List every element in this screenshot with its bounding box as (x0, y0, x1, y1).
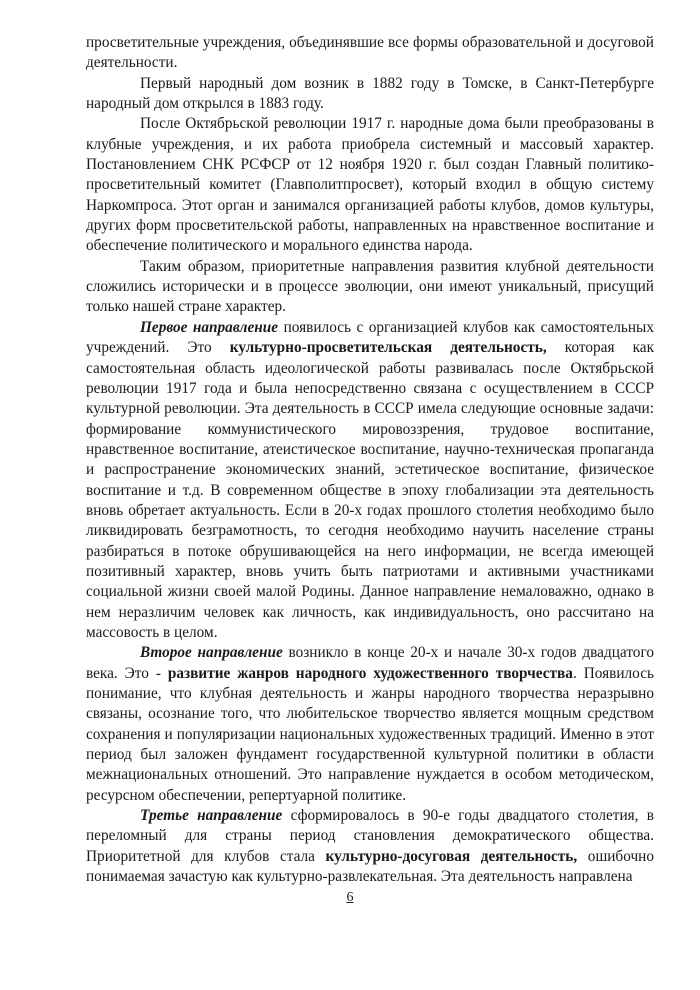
paragraph-2-text: Первый народный дом возник в 1882 году в Томске, в Санкт-Петербурге народный дом открылся в 1883 году. (86, 74, 654, 113)
paragraph-7-text-b: ошибочно понимаемая зачастую как культурно-развлекательная. Эта деятельность направлена (86, 847, 654, 886)
paragraph-6-text-b: . Появилось понимание, что клубная деятельность и жанры народного творчества неразрывно связаны, осознание того, что любительское творчество является мощным средством сохранения и популяризации национальных художественных традиций. Именно в этот период был заложен фундамент государственной культурной политики в области межнациональных отношений. Это направление нуждается в особом методическом, ресурсном обеспечении, репертуарной политике. (86, 664, 654, 804)
paragraph-1 (86, 33, 654, 74)
paragraph-7-text-a: сформировалось в 90-е годы двадцатого столетия, в переломный для страны период становления демократического общества. Приоритетной для клубов стала (86, 807, 654, 865)
cultural-educational-term: культурно-просветительская деятельность, (229, 339, 547, 357)
paragraph-6 (86, 643, 654, 806)
folk-art-term: развитие жанров народного художественного творчества (167, 664, 573, 682)
paragraph-6-text-a: возникло в конце 20-х и начале 30-х годов двадцатого века. Это - (86, 644, 654, 682)
paragraph-5-text-b: которая как самостоятельная область идеологической работы развивалась после Октябрьской революции 1917 года и была непосредственно связана с осуществлением в СССР культурной революции. Эта деятельность в СССР имела следующие основные задачи: формирование коммунистического мировоззрения, трудовое воспитание, нравственное воспитание, атеистическое воспитание, научно-техническая пропаганда и распространение экономических знаний, эстетическое воспитание, физическое воспитание и т.д. В современном обществе в эпоху глобализации эта деятельность вновь обретает актуальность. Если в 20-х годах прошлого столетия необходимо было ликвидировать безграмотность, то сегодня необходимо научить население страны разбираться в потоке обрушивающейся на него информации, не всегда имеющей позитивный характер, вновь учить быть патриотами и активными участниками социальной жизни своей малой Родины. Данное направление немаловажно, однако в нем неразличим человек как личность, как индивидуальность, оно рассчитано на массовость в целом. (86, 339, 655, 641)
paragraph-3 (86, 114, 654, 256)
paragraph-3-text: После Октябрьской революции 1917 г. народные дома были преобразованы в клубные учреждения, и их работа приобрела системный и массовый характер. Постановлением СНК РСФСР от 12 ноября 1920 г. был создан Главный политико-просветительный комитет (Главполитпросвет), который входил в общую систему Наркомпроса. Этот орган и занимался организацией работы клубов, домов культуры, других форм просветительской работы, направленных на нравственное воспитание и обеспечение политического и морального единства народа. (86, 115, 654, 255)
second-direction-heading: Второе направление (140, 644, 283, 662)
paragraph-5 (86, 318, 654, 644)
document-body (86, 33, 654, 887)
paragraph-2 (86, 74, 654, 115)
page-number (0, 890, 700, 906)
paragraph-4 (86, 257, 654, 318)
third-direction-heading: Третье направление (140, 807, 283, 825)
paragraph-5-text-a: появилось с организацией клубов как самостоятельных учреждений. Это (86, 318, 654, 357)
cultural-leisure-term: культурно-досуговая деятельность, (325, 847, 578, 865)
paragraph-1-text: просветительные учреждения, объединявшие все формы образовательной и досуговой деятельности. (86, 34, 654, 72)
first-direction-heading: Первое направление (140, 318, 279, 336)
page-number-text: 6 (346, 890, 354, 905)
paragraph-7 (86, 806, 654, 887)
paragraph-4-text: Таким образом, приоритетные направления развития клубной деятельности сложились исторически и в процессе эволюции, они имеют уникальный, присущий только нашей стране характер. (86, 257, 654, 316)
